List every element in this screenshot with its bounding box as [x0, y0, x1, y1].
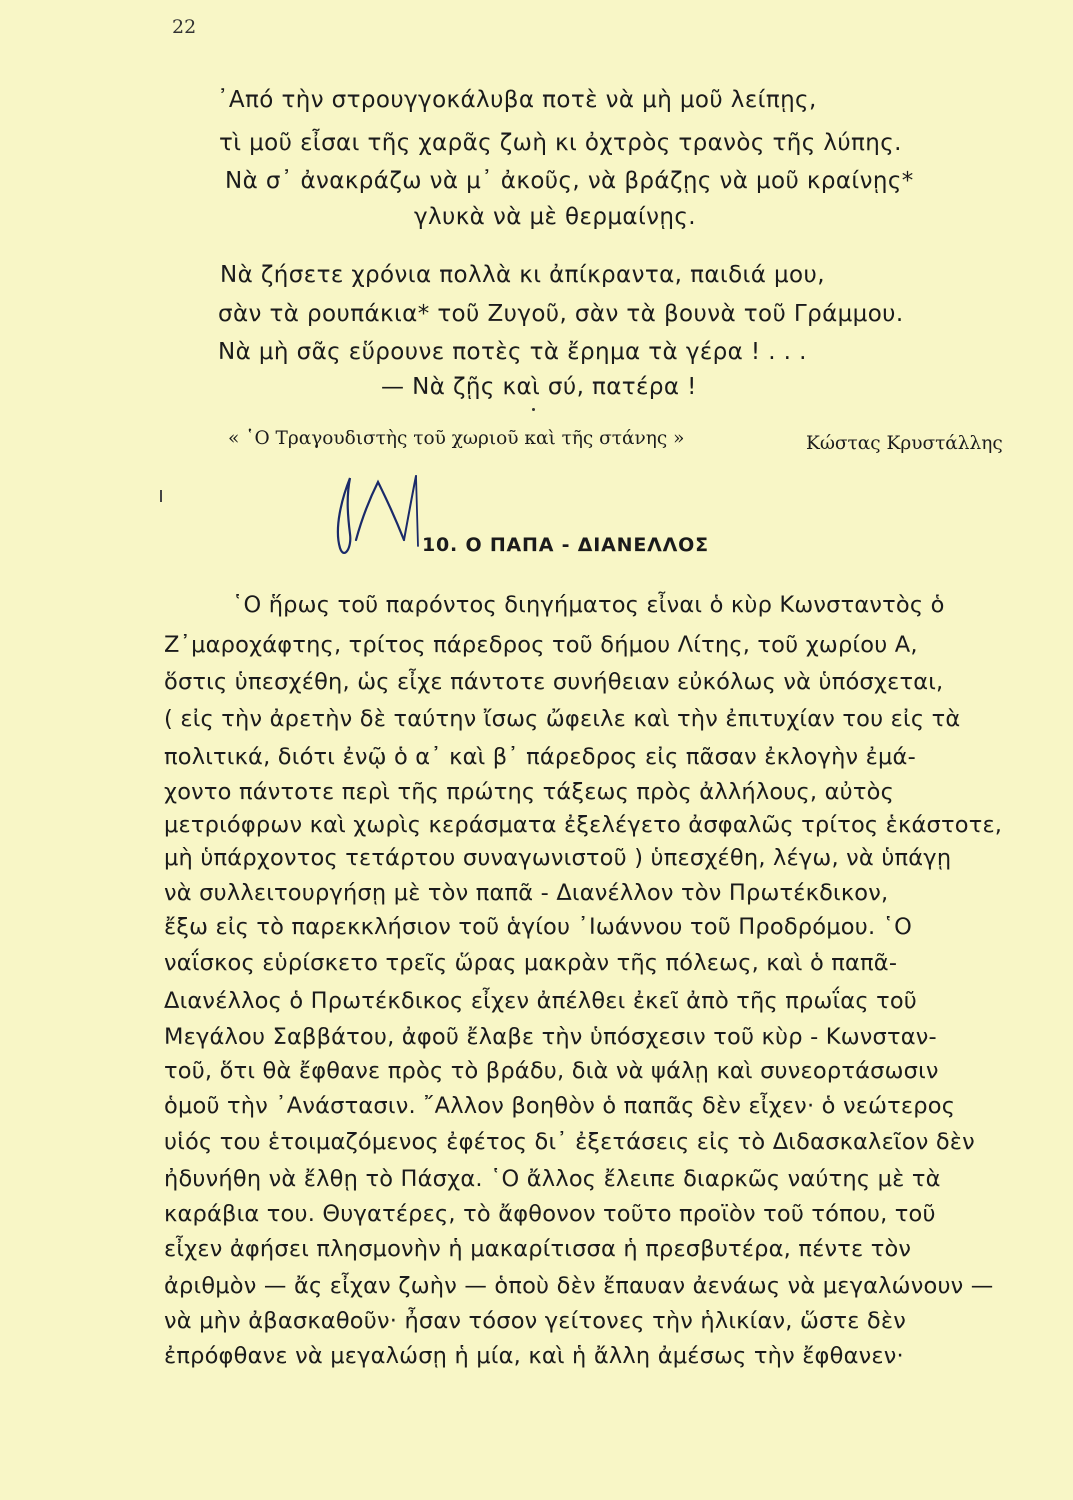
margin-tick-mark: [160, 490, 162, 502]
body-line: χοντο πάντοτε περὶ τῆς πρώτης τάξεως πρὸς ἀλλήλους, αὐτὸς: [164, 779, 895, 805]
poem-line: τὶ μοῦ εἶσαι τῆς χαρᾶς ζωὴ κι ὀχτρὸς τρανὸς τῆς λύπης.: [219, 130, 902, 156]
body-line: ἐπρόφθανε νὰ μεγαλώσῃ ἡ μία, καὶ ἡ ἄλλη ἀμέσως τὴν ἔφθανεν·: [164, 1343, 904, 1369]
body-line: καράβια του. Θυγατέρες, τὸ ἄφθονον τοῦτο προϊὸν τοῦ τόπου, τοῦ: [164, 1201, 936, 1227]
citation-source: « ῾Ο Τραγουδιστὴς τοῦ χωριοῦ καὶ τῆς στάνης »: [228, 428, 685, 449]
body-line: εἶχεν ἀφήσει πλησμονὴν ἡ μακαρίτισσα ἡ πρεσβυτέρα, πέντε τὸν: [164, 1236, 912, 1262]
body-line: νὰ μὴν ἀβασκαθοῦν· ἦσαν τόσον γείτονες τὴν ἡλικίαν, ὥστε δὲν: [164, 1308, 907, 1334]
body-line: μετριόφρων καὶ χωρὶς κεράσματα ἐξελέγετο ἀσφαλῶς τρίτος ἑκάστοτε,: [164, 812, 1003, 838]
body-line: Ζ᾿μαροχάφτης, τρίτος πάρεδρος τοῦ δήμου Λίτης, τοῦ χωρίου Α,: [164, 632, 918, 658]
poem-line: Νὰ μὴ σᾶς εὕρουνε ποτὲς τὰ ἔρημα τὰ γέρα ! . . .: [218, 339, 807, 365]
page-number: 22: [172, 16, 197, 38]
poem-line: γλυκὰ νὰ μὲ θερμαίνῃς.: [414, 204, 696, 230]
body-line: τοῦ, ὅτι θὰ ἔφθανε πρὸς τὸ βράδυ, διὰ νὰ ψάλῃ καὶ συνεορτάσωσιν: [164, 1058, 939, 1084]
body-line: ἠδυνήθη νὰ ἔλθῃ τὸ Πάσχα. ῾Ο ἄλλος ἔλειπε διαρκῶς ναύτης μὲ τὰ: [164, 1166, 941, 1192]
body-line: μὴ ὑπάρχοντος τετάρτου συναγωνιστοῦ ) ὑπεσχέθη, λέγω, νὰ ὑπάγῃ: [164, 845, 952, 871]
poem-line: ᾿Από τὴν στρουγγοκάλυβα ποτὲ νὰ μὴ μοῦ λείπῃς,: [217, 87, 817, 113]
stray-dot-mark: [532, 408, 535, 411]
poem-line: Νὰ σ᾿ ἀνακράζω νὰ μ᾿ ἀκοῦς, νὰ βράζῃς νὰ μοῦ κραίνῃς*: [225, 168, 914, 194]
body-line: ἀριθμὸν — ἄς εἶχαν ζωὴν — ὁποὺ δὲν ἔπαυαν ἀενάως νὰ μεγαλώνουν —: [164, 1273, 994, 1299]
body-line: Μεγάλου Σαββάτου, ἀφοῦ ἔλαβε τὴν ὑπόσχεσιν τοῦ κὺρ - Κωνσταν-: [164, 1024, 937, 1050]
poem-line: σὰν τὰ ρουπάκια* τοῦ Ζυγοῦ, σὰν τὰ βουνὰ τοῦ Γράμμου.: [218, 301, 904, 327]
section-heading: 10. Ο ΠΑΠΑ - ΔΙΑΝΕΛΛΟΣ: [422, 534, 709, 556]
body-line: πολιτικά, διότι ἐνῷ ὁ α᾿ καὶ β᾿ πάρεδρος εἰς πᾶσαν ἐκλογὴν ἐμά-: [164, 744, 916, 770]
poem-line: — Νὰ ζῇς καὶ σύ, πατέρα !: [381, 374, 697, 400]
body-line: ῾Ο ἥρως τοῦ παρόντος διηγήματος εἶναι ὁ κὺρ Κωνσταντὸς ὁ: [232, 592, 945, 618]
body-line: Διανέλλος ὁ Πρωτέκδικος εἶχεν ἀπέλθει ἐκεῖ ἀπὸ τῆς πρωΐας τοῦ: [164, 988, 918, 1014]
body-line: ( εἰς τὴν ἀρετὴν δὲ ταύτην ἴσως ὤφειλε καὶ τὴν ἐπιτυχίαν του εἰς τὰ: [164, 706, 961, 732]
body-line: ἔξω εἰς τὸ παρεκκλήσιον τοῦ ἁγίου ᾿Ιωάννου τοῦ Προδρόμου. ῾Ο: [164, 914, 913, 940]
citation-author: Κώστας Κρυστάλλης: [806, 433, 1003, 454]
body-line: ὁμοῦ τὴν ᾿Ανάστασιν. ῎Αλλον βοηθὸν ὁ παπᾶς δὲν εἶχεν· ὁ νεώτερος: [164, 1093, 956, 1119]
body-line: υἱός του ἑτοιμαζόμενος ἐφέτος δι᾿ ἐξετάσεις εἰς τὸ Διδασκαλεῖον δὲν: [164, 1129, 975, 1155]
body-line: νὰ συλλειτουργήσῃ μὲ τὸν παπᾶ - Διανέλλον τὸν Πρωτέκδικον,: [164, 880, 889, 906]
poem-line: Νὰ ζήσετε χρόνια πολλὰ κι ἀπίκραντα, παιδιά μου,: [220, 262, 825, 288]
handwritten-pen-mark: [322, 468, 432, 568]
body-line: ὅστις ὑπεσχέθη, ὡς εἶχε πάντοτε συνήθειαν εὐκόλως νὰ ὑπόσχεται,: [164, 669, 944, 695]
body-line: ναΐσκος εὑρίσκετο τρεῖς ὥρας μακρὰν τῆς πόλεως, καὶ ὁ παπᾶ-: [164, 950, 898, 976]
